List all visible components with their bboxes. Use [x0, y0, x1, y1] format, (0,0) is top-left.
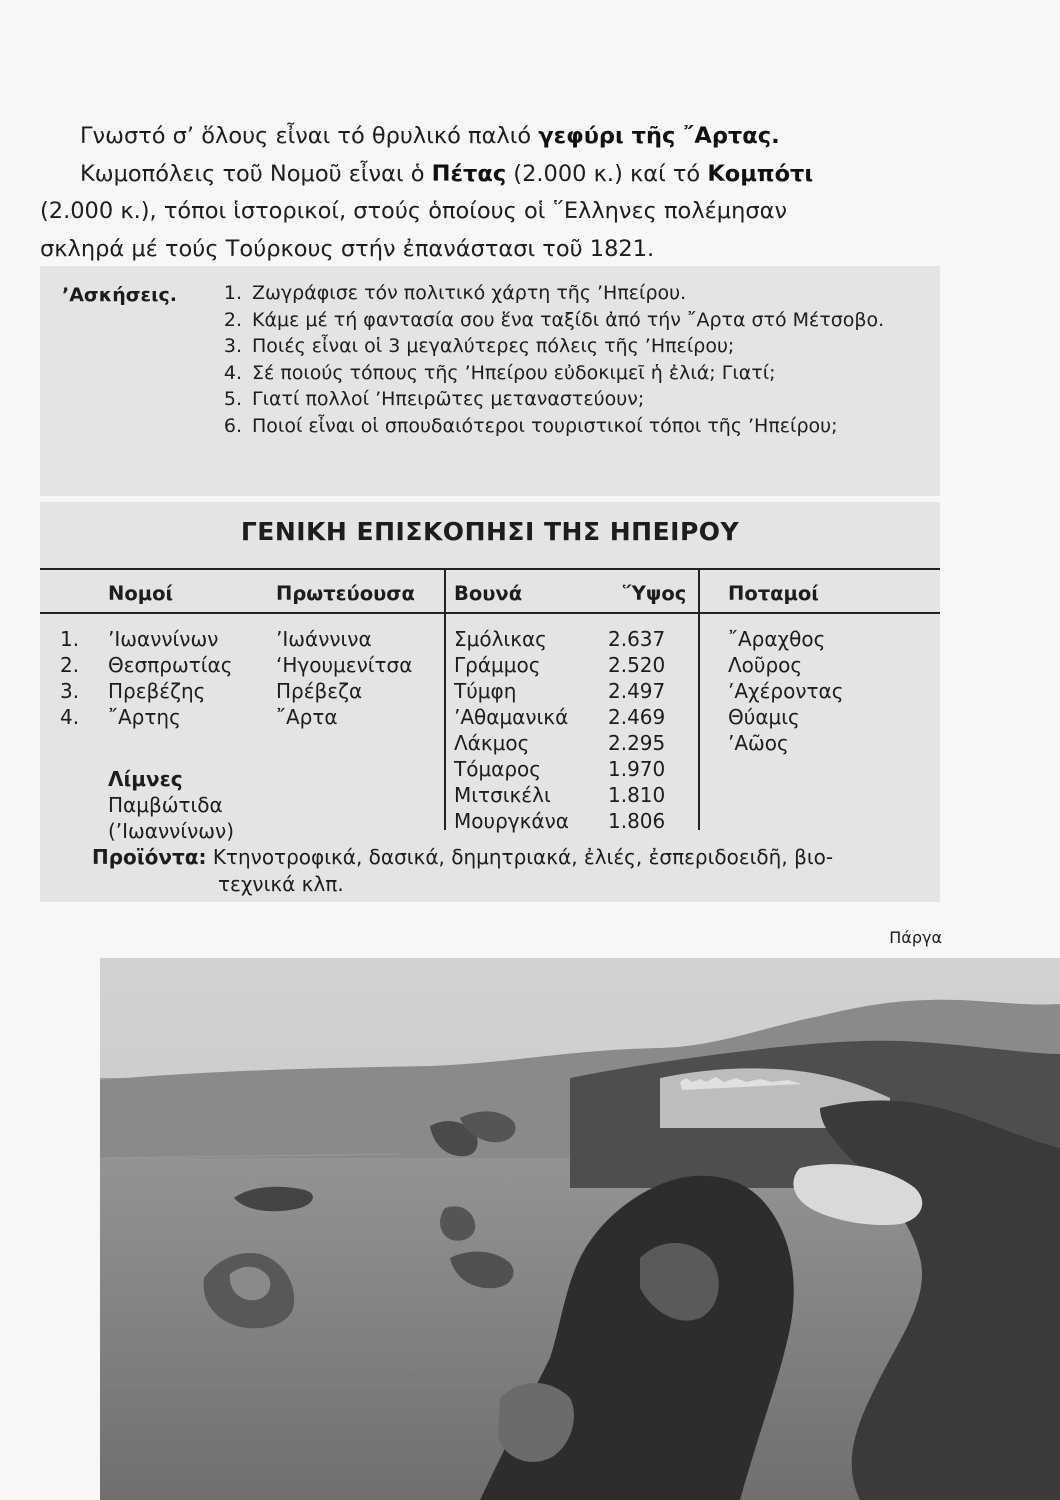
- intro-line-3: (2.000 κ.), τόποι ἱστορικοί, στούς ὁποίους οἱ ῞Ελληνες πολέμησαν: [40, 198, 788, 224]
- intro-line-1: Γνωστό σ’ ὅλους εἶναι τό θρυλικό παλιό γεφύρι τῆς ῎Αρτας.: [80, 123, 780, 149]
- header-mountains: Βουνά: [454, 582, 523, 605]
- overview-title: ΓΕΝΙΚΗ ΕΠΙΣΚΟΠΗΣΙ ΤΗΣ ΗΠΕΙΡΟΥ: [240, 517, 740, 546]
- exercise-item: 5. Γιατί πολλοί ’Ηπειρῶτες μεταναστεύουν;: [223, 388, 645, 410]
- exercises-box: [40, 266, 940, 496]
- exercise-item: 6. Ποιοί εἶναι οἱ σπουδαιότεροι τουριστικοί τόποι τῆς ’Ηπείρου;: [223, 414, 838, 437]
- intro-paragraph: [40, 118, 940, 268]
- products-line: Προϊόντα: Κτηνοτροφικά, δασικά, δημητριακά, ἐλιές, ἐσπεριδοειδῆ, βιο- τεχνικά κλπ.: [92, 845, 834, 896]
- exercises-title: ’Ασκήσεις.: [62, 284, 178, 306]
- altitudes-column: 2.637 2.520 2.497 2.469 2.295 1.970 1.810 1.806: [608, 627, 666, 833]
- lakes-block: [108, 766, 234, 844]
- town-kompoti: Κομπότι: [707, 160, 814, 187]
- header-prefectures: Νομοί: [108, 582, 174, 605]
- column-divider-mountains: [444, 568, 446, 830]
- header-rivers: Ποταμοί: [728, 582, 819, 605]
- exercise-item: 3. Ποιές εἶναι οἱ 3 μεγαλύτερες πόλεις τῆς ’Ηπείρου;: [223, 335, 735, 357]
- exercise-item: 4. Σέ ποιούς τόπους τῆς ’Ηπείρου εὐδοκιμεῖ ἡ ἐλιά; Γιατί;: [223, 361, 776, 384]
- exercises-list: [210, 280, 930, 439]
- rivers-column: ῎Αραχθος Λοῦρος ’Αχέροντας Θύαμις ’Αῶος: [728, 627, 844, 755]
- table-header-rule: [40, 612, 940, 614]
- town-petas: Πέτας: [431, 160, 507, 187]
- photo-caption: Πάργα: [889, 928, 942, 947]
- exercise-item: 2. Κάμε μέ τή φαντασία σου ἕνα ταξίδι ἀπό τήν ῎Αρτα στό Μέτσοβο.: [223, 308, 885, 331]
- capitals-column: ’Ιωάννινα ‘Ηγουμενίτσα Πρέβεζα ῎Αρτα: [276, 627, 413, 729]
- exercise-item: 1. Ζωγράφισε τόν πολιτικό χάρτη τῆς ’Ηπείρου.: [223, 282, 687, 304]
- intro-line-2: Κωμοπόλεις τοῦ Νομοῦ εἶναι ὁ Πέτας (2.000 κ.) καί τό Κομπότι: [80, 160, 814, 187]
- table-top-rule: [40, 568, 940, 570]
- intro-line-4: σκληρά μέ τούς Τούρκους στήν ἐπανάστασι τοῦ 1821.: [40, 235, 655, 262]
- column-divider-rivers: [698, 568, 700, 830]
- mountains-column: Σμόλικας Γράμμος Τύμφη ’Αθαμανικά Λάκμος Τόμαρος Μιτσικέλι Μουργκάνα: [454, 627, 569, 833]
- lake-region: (’Ιωαννίνων): [108, 819, 234, 843]
- row-numbers: 1. 2. 3. 4.: [60, 627, 80, 729]
- products-label: Προϊόντα:: [92, 845, 207, 869]
- header-capital: Πρωτεύουσα: [276, 582, 415, 605]
- prefectures-column: ’Ιωαννίνων Θεσπρωτίας Πρεβέζης ῎Αρτης: [108, 627, 233, 729]
- overview-box: [40, 502, 940, 902]
- lakes-title: Λίμνες: [108, 767, 183, 791]
- lake-name: Παμβώτιδα: [108, 793, 223, 817]
- header-altitude: ῞Υψος: [622, 582, 687, 605]
- parga-photo: [100, 958, 1060, 1500]
- bridge-of-arta: γεφύρι τῆς ῎Αρτας.: [538, 123, 780, 149]
